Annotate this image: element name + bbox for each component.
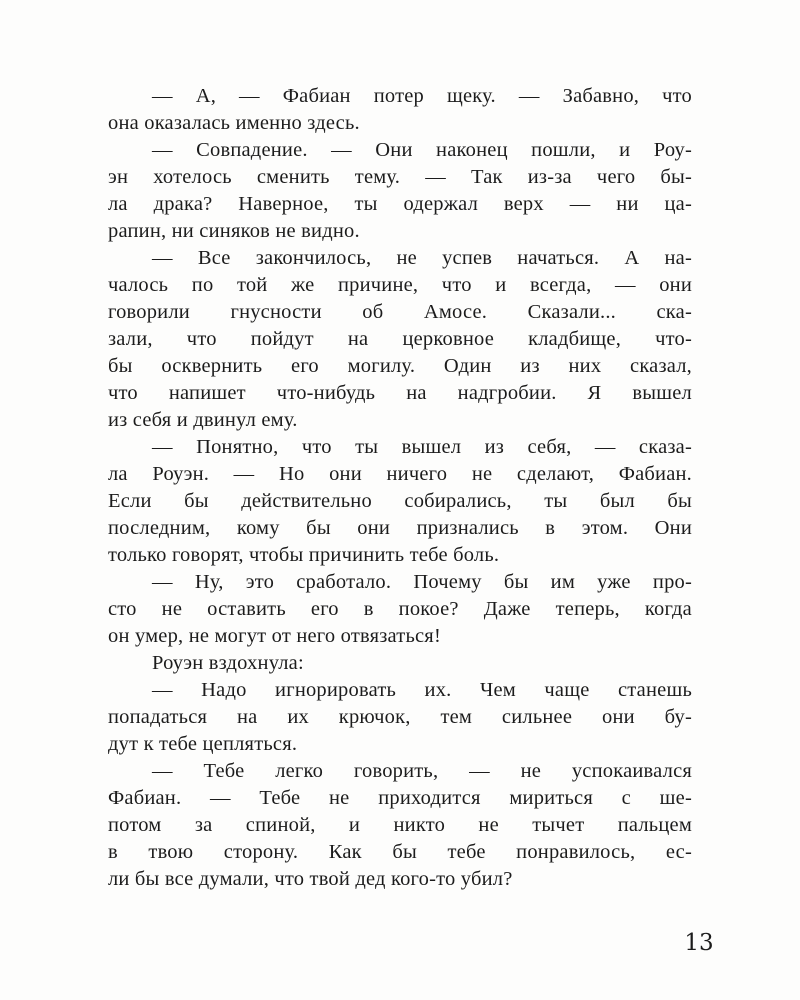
text-line: бы осквернить его могилу. Один из них сказал, <box>108 355 692 377</box>
text-line: он умер, не могут от него отвязаться! <box>108 625 441 647</box>
text-line: — Совпадение. — Они наконец пошли, и Роу- <box>152 139 692 161</box>
text-line: Роуэн вздохнула: <box>152 652 304 674</box>
text-line: ли бы все думали, что твой дед кого-то убил? <box>108 868 513 890</box>
text-line: только говорят, чтобы причинить тебе боль. <box>108 544 500 566</box>
text-line: зали, что пойдут на церковное кладбище, что- <box>108 328 692 350</box>
text-block <box>108 83 692 893</box>
text-line: — Надо игнорировать их. Чем чаще станешь <box>152 679 692 701</box>
text-line: что напишет что-нибудь на надгробии. Я вышел <box>108 382 692 404</box>
text-line: она оказалась именно здесь. <box>108 112 360 134</box>
text-line: в твою сторону. Как бы тебе понравилось, ес- <box>108 841 692 863</box>
text-line: — Тебе легко говорить, — не успокаивался <box>152 760 692 782</box>
text-line: — А, — Фабиан потер щеку. — Забавно, что <box>152 85 692 107</box>
text-line: ла Роуэн. — Но они ничего не сделают, Фабиан. <box>108 463 692 485</box>
text-line: эн хотелось сменить тему. — Так из-за чего бы- <box>108 166 692 188</box>
text-line: Фабиан. — Тебе не приходится мириться с ше- <box>108 787 692 809</box>
page-number: 13 <box>684 930 714 956</box>
text-line: из себя и двинул ему. <box>108 409 298 431</box>
text-line: ла драка? Наверное, ты одержал верх — ни ца- <box>108 193 692 215</box>
text-line: Если бы действительно собирались, ты был бы <box>108 490 692 512</box>
text-line: потом за спиной, и никто не тычет пальцем <box>108 814 692 836</box>
text-line: попадаться на их крючок, тем сильнее они бу- <box>108 706 692 728</box>
text-line: сто не оставить его в покое? Даже теперь, когда <box>108 598 692 620</box>
text-line: последним, кому бы они признались в этом. Они <box>108 517 692 539</box>
text-line: — Ну, это сработало. Почему бы им уже про- <box>152 571 692 593</box>
text-line: дут к тебе цепляться. <box>108 733 298 755</box>
text-line: рапин, ни синяков не видно. <box>108 220 360 242</box>
text-line: — Понятно, что ты вышел из себя, — сказа- <box>152 436 692 458</box>
text-line: чалось по той же причине, что и всегда, — они <box>108 274 692 296</box>
text-line: — Все закончилось, не успев начаться. А на- <box>152 247 692 269</box>
text-line: говорили гнусности об Амосе. Сказали... ска- <box>108 301 692 323</box>
